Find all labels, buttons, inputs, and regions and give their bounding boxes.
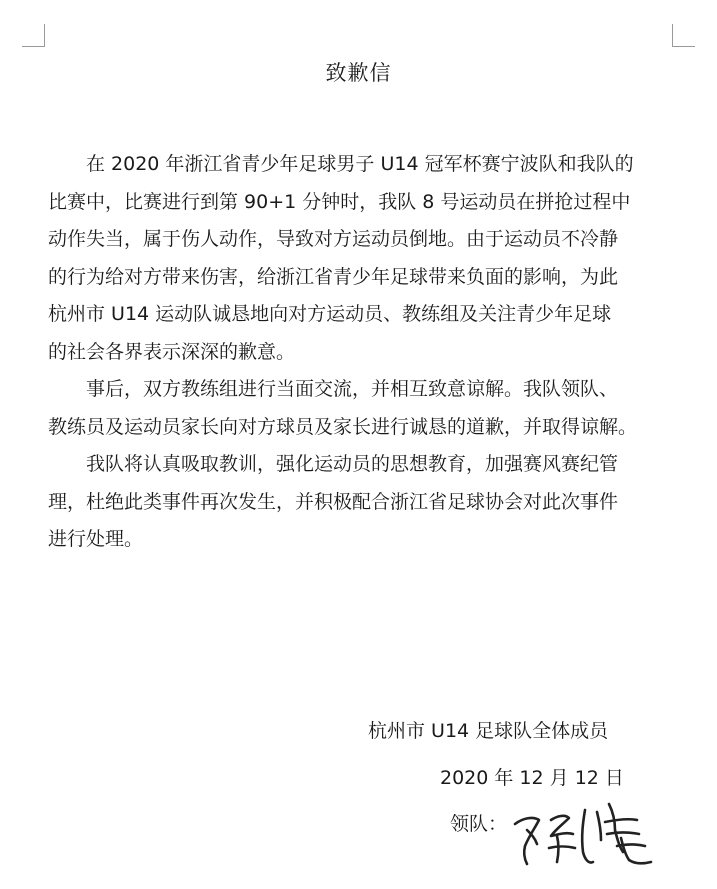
- paragraph-line: 动作失当，属于伤人动作，导致对方运动员倒地。由于运动员不冷静: [48, 228, 619, 250]
- paragraph-line: 我队将认真吸取教训，强化运动员的思想教育，加强赛风赛纪管: [86, 453, 619, 475]
- document-title: 致歉信: [325, 61, 392, 85]
- paragraph-line: 的社会各界表示深深的歉意。: [48, 340, 296, 363]
- paragraph-line: 事后，双方教练组进行当面交流，并相互致意谅解。我队领队、: [86, 378, 619, 400]
- page-corner-mark-top-right: [672, 24, 695, 47]
- letter-body: [48, 146, 688, 559]
- page-corner-mark-top-left: [22, 24, 45, 47]
- leader-label: 领队：: [450, 813, 508, 835]
- paragraph-line: 比赛中，比赛进行到第 90+1 分钟时，我队 8 号运动员在拼抢过程中: [48, 190, 631, 213]
- paragraph-2: [48, 371, 688, 446]
- signature-date: 2020 年 12 月 12 日: [440, 767, 624, 789]
- paragraph-3: [48, 446, 688, 559]
- handwritten-signature: [505, 790, 665, 870]
- signature-organization: 杭州市 U14 足球队全体成员: [368, 720, 609, 742]
- paragraph-line: 杭州市 U14 运动队诚恳地向对方运动员、教练组及关注青少年足球: [48, 303, 612, 325]
- paragraph-line: 进行处理。: [48, 528, 144, 550]
- paragraph-line: 教练员及运动员家长向对方球员及家长进行诚恳的道歉，并取得谅解。: [48, 415, 638, 438]
- paragraph-line: 在 2020 年浙江省青少年足球男子 U14 冠军杯赛宁波队和我队的: [86, 153, 634, 175]
- paragraph-line: 的行为给对方带来伤害，给浙江省青少年足球带来负面的影响，为此: [48, 265, 619, 288]
- paragraph-line: 理，杜绝此类事件再次发生，并积极配合浙江省足球协会对此次事件: [48, 490, 619, 513]
- paragraph-1: [48, 146, 688, 371]
